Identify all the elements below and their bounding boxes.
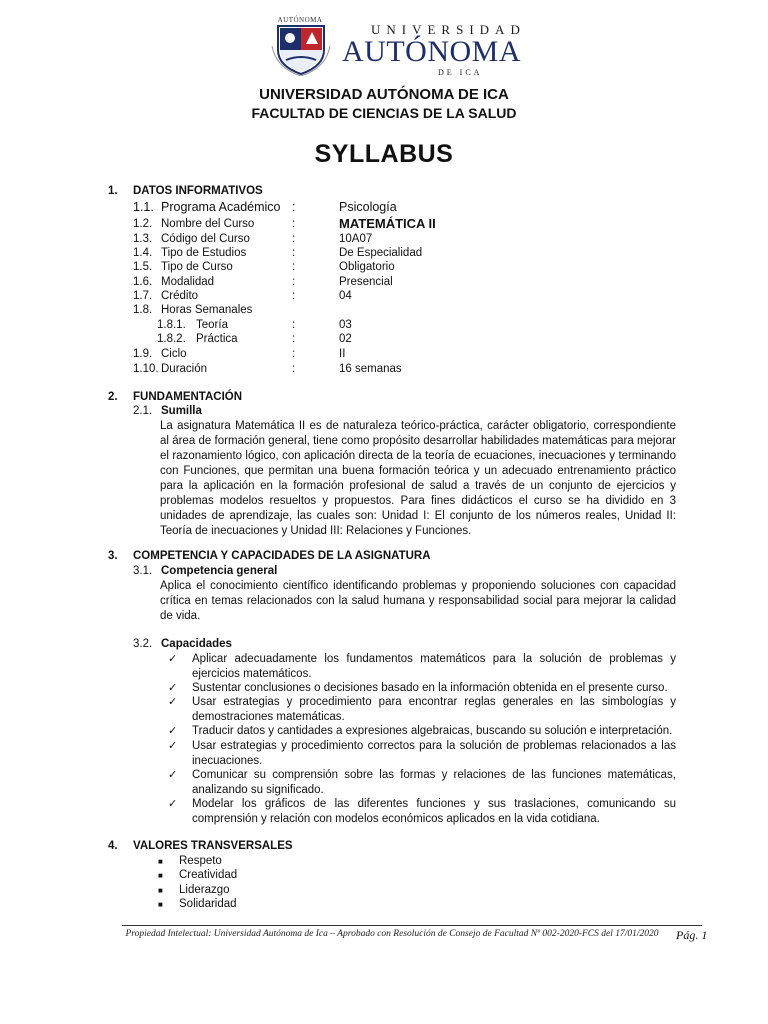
info-row-label: Horas Semanales [161,304,253,316]
info-row-separator: : [292,319,296,331]
info-row-separator: : [292,233,296,245]
subsection-3-1-title: Competencia general [161,565,278,577]
list-item-text: Aplicar adecuadamente los fundamentos matemáticos para la solución de problemas y ejercicios matemáticos. [192,653,676,680]
info-row-label: Tipo de Estudios [161,247,247,259]
checkmark-icon: ✓ [168,798,178,810]
info-row-number: 1.5. [133,261,153,273]
checkmark-icon: ✓ [168,653,178,665]
info-row-label: Tipo de Curso [161,261,233,273]
footer-divider [122,925,702,926]
info-row-value: Obligatorio [339,261,395,273]
section-1-number: 1. [108,185,118,197]
bullet-icon: ■ [158,857,163,866]
sumilla-paragraph: La asignatura Matemática II es de naturaleza teórico-práctica, carácter obligatorio, correspondiente al área de formación general, tiene como propósito desarrollar habilidades matemáticas para mejorar el razonamiento lógico, con aplicación directa de la teoría de ecuaciones, inecuaciones y terminando con Funciones, que permitan una buena formación teórica y un adecuado entrenamiento práctico para la aplicación en la formación profesional de salud a través de un conjunto de ejercicios y problemas modelos resueltos y propuestos. Para fines didácticos el curso se ha dividido en 3 unidades de aprendizaje, las cuales son: Unidad I: El conjunto de los números reales, Unidad II: Teoría de inecuaciones y Unidad III: Relaciones y Funciones. [160,420,676,537]
bullet-icon: ■ [158,871,163,880]
subsection-3-1-number: 3.1. [133,565,153,577]
list-item-text: Creatividad [179,869,238,881]
logo-line-universidad: UNIVERSIDAD [371,22,526,37]
university-name: UNIVERSIDAD AUTÓNOMA DE ICA [259,86,509,103]
section-3-number: 3. [108,550,118,562]
info-row-separator: : [292,247,296,259]
checkmark-icon: ✓ [168,725,178,737]
subsection-3-2-number: 3.2. [133,638,153,650]
info-row-value: 16 semanas [339,363,402,375]
checkmark-icon: ✓ [168,740,178,752]
info-row-value: MATEMÁTICA II [339,216,436,231]
info-row-number: 1.1. [133,200,154,214]
info-row-number: 1.8.2. [157,333,186,345]
info-row-separator: : [292,363,296,375]
info-row-label: Teoría [196,319,228,331]
info-row-label: Crédito [161,290,199,302]
info-row-value: II [339,348,346,360]
shield-icon [262,16,340,76]
logo-line-de-ica: DE ICA [438,68,483,77]
page-number: Pág. 1 [676,928,708,942]
section-1-title: DATOS INFORMATIVOS [133,185,263,197]
section-3-title: COMPETENCIA Y CAPACIDADES DE LA ASIGNATURA [133,550,431,562]
info-row-value: Presencial [339,276,393,288]
logo-line-autonoma: AUTÓNOMA [342,35,521,68]
info-row-label: Nombre del Curso [161,218,255,230]
info-row-label: Programa Académico [161,200,281,214]
info-row-separator: : [292,218,296,230]
info-row-number: 1.9. [133,348,153,360]
section-4-number: 4. [108,840,118,852]
info-row-label: Modalidad [161,276,215,288]
competencia-paragraph: Aplica el conocimiento científico identificando problemas y proponiendo soluciones con capacidad crítica en temas relacionados con la salud humana y responsabilidad social para mejorar la calidad de vida. [160,580,676,622]
info-row-label: Código del Curso [161,233,250,245]
info-row-separator: : [292,348,296,360]
info-row-number: 1.8. [133,304,153,316]
faculty-name: FACULTAD DE CIENCIAS DE LA SALUD [251,105,517,121]
section-2-number: 2. [108,391,118,403]
checkmark-icon: ✓ [168,682,178,694]
info-row-label: Ciclo [161,348,187,360]
checkmark-icon: ✓ [168,769,178,781]
info-row-number: 1.8.1. [157,319,186,331]
document-title: SYLLABUS [314,140,454,168]
info-row-value: 04 [339,290,352,302]
info-row-value: 03 [339,319,352,331]
section-4-title: VALORES TRANSVERSALES [133,840,293,852]
shield-top-text: AUTÓNOMA [277,16,323,24]
info-row-number: 1.4. [133,247,153,259]
university-logo [262,16,526,77]
info-row-value: 10A07 [339,233,373,245]
section-2-title: FUNDAMENTACIÓN [133,391,243,403]
info-row-number: 1.3. [133,233,153,245]
info-row-separator: : [292,333,296,345]
info-row-number: 1.7. [133,290,153,302]
info-row-number: 1.10. [133,363,159,375]
subsection-3-2-title: Capacidades [161,638,232,650]
list-item-text: Traducir datos y cantidades a expresiones algebraicas, buscando su solución e interpretación. [192,725,673,737]
info-row-number: 1.2. [133,218,153,230]
info-row-separator: : [292,200,296,214]
info-row-value: 02 [339,333,352,345]
info-row-separator: : [292,276,296,288]
list-item-text: Usar estrategias y procedimiento para encontrar reglas generales en las simbologías y demostraciones matemáticas. [192,696,676,723]
info-row-label: Práctica [196,333,238,345]
info-row-value: De Especialidad [339,247,423,259]
info-row-separator: : [292,290,296,302]
list-item-text: Solidaridad [179,898,237,910]
footer-text: Propiedad Intelectual: Universidad Autónoma de Ica – Aprobado con Resolución de Consejo de Facultad Nº 002-2020-FCS del 17/01/2020 [125,929,659,939]
list-item-text: Liderazgo [179,884,230,896]
list-item-text: Modelar los gráficos de las diferentes funciones y sus traslaciones, comunicando su comprensión y relación con modelos económicos aplicados en la vida cotidiana. [192,798,676,825]
info-row-value: Psicología [339,200,397,214]
subsection-2-1-number: 2.1. [133,405,153,417]
bullet-icon: ■ [158,886,163,895]
list-item-text: Usar estrategias y procedimiento correctos para la solución de problemas relacionados a las inecuaciones. [192,740,676,767]
subsection-2-1-title: Sumilla [161,405,202,417]
info-row-label: Duración [161,363,208,375]
list-item-text: Comunicar su comprensión sobre las formas y relaciones de las funciones matemáticas, analizando su significado. [192,769,676,796]
shield-emblem [262,16,340,76]
list-item-text: Sustentar conclusiones o decisiones basado en la información obtenida en el presente curso. [192,682,668,694]
checkmark-icon: ✓ [168,696,178,708]
info-row-number: 1.6. [133,276,153,288]
list-item-text: Respeto [179,855,222,867]
info-row-separator: : [292,261,296,273]
bullet-icon: ■ [158,900,163,909]
